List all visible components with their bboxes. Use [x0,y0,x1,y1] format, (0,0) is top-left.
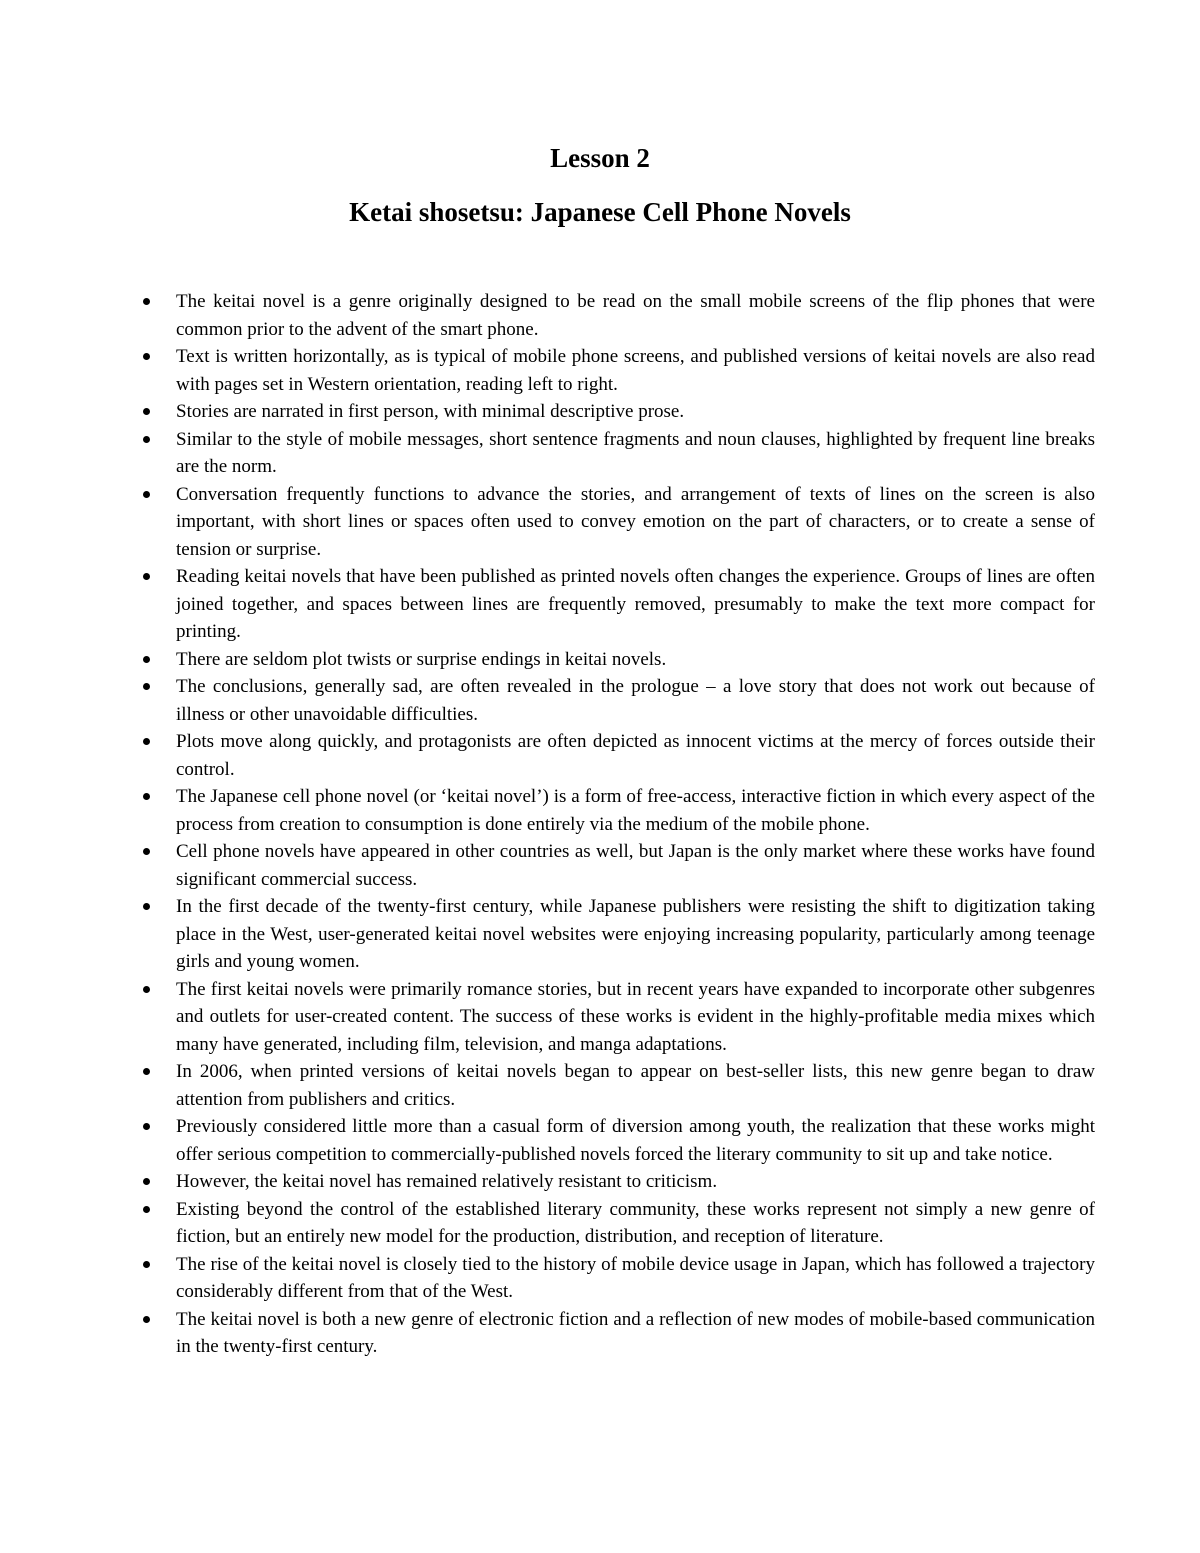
bullet-item [0,893,1095,976]
bullet-list [0,288,1200,1361]
bullet-icon [143,436,150,443]
bullet-item [0,426,1095,481]
bullet-item [0,673,1095,728]
bullet-icon [143,408,150,415]
bullet-text: Conversation frequently functions to advance the stories, and arrangement of texts of lines on the screen is also important, with short lines or spaces often used to convey emotion on the part of characters, or to create a sense of tension or surprise. [176,483,1095,560]
bullet-item [0,398,1095,426]
bullet-text: Existing beyond the control of the established literary community, these works represent not simply a new genre of fiction, but an entirely new model for the production, distribution, and reception of literature. [176,1198,1095,1247]
bullet-icon [143,353,150,360]
bullet-item [0,838,1095,893]
bullet-item [0,1196,1095,1251]
bullet-icon [143,656,150,663]
bullet-item [0,1251,1095,1306]
bullet-text: Text is written horizontally, as is typical of mobile phone screens, and published versions of keitai novels are also read with pages set in Western orientation, reading left to right. [176,346,1095,395]
bullet-text: The rise of the keitai novel is closely tied to the history of mobile device usage in Japan, which has followed a trajectory considerably different from that of the West. [176,1253,1095,1302]
bullet-item [0,976,1095,1059]
bullet-text: The conclusions, generally sad, are often revealed in the prologue – a love story that does not work out because of illness or other unavoidable difficulties. [176,676,1095,725]
bullet-text: In the first decade of the twenty-first century, while Japanese publishers were resisting the shift to digitization taking place in the West, user-generated keitai novel websites were enjoying increasing popularity, particularly among teenage girls and young women. [176,896,1095,972]
bullet-text: In 2006, when printed versions of keitai novels began to appear on best-seller lists, this new genre began to draw attention from publishers and critics. [176,1061,1095,1110]
bullet-item [0,1113,1095,1168]
bullet-item [0,783,1095,838]
bullet-text: Similar to the style of mobile messages, short sentence fragments and noun clauses, highlighted by frequent line breaks are the norm. [176,428,1095,477]
bullet-icon [143,491,150,498]
bullet-item [0,343,1095,398]
bullet-text: Plots move along quickly, and protagonists are often depicted as innocent victims at the mercy of forces outside their control. [176,731,1095,780]
bullet-icon [143,1316,150,1323]
bullet-item [0,728,1095,783]
bullet-text: The first keitai novels were primarily romance stories, but in recent years have expanded to incorporate other subgenres and outlets for user-created content. The success of these works is evident in the highly-profitable media mixes which many have generated, including film, television, and manga adaptations. [176,978,1095,1055]
bullet-text: The Japanese cell phone novel (or ‘keitai novel’) is a form of free-access, interactive fiction in which every aspect of the process from creation to consumption is done entirely via the medium of the mobile phone. [176,786,1095,835]
bullet-text: Previously considered little more than a casual form of diversion among youth, the realization that these works might offer serious competition to commercially-published novels forced the literary community to sit up and take notice. [176,1116,1095,1165]
bullet-text: Stories are narrated in first person, with minimal descriptive prose. [176,401,685,422]
bullet-text: However, the keitai novel has remained relatively resistant to criticism. [176,1171,718,1192]
bullet-icon [143,1178,150,1185]
bullet-text: The keitai novel is a genre originally designed to be read on the small mobile screens of the flip phones that were common prior to the advent of the smart phone. [176,291,1095,340]
bullet-text: There are seldom plot twists or surprise endings in keitai novels. [176,648,667,670]
lesson-title: Ketai shosetsu: Japanese Cell Phone Novels [349,197,851,227]
bullet-icon [143,903,150,910]
bullet-icon [143,1261,150,1268]
bullet-icon [143,848,150,855]
bullet-icon [143,683,150,690]
bullet-icon [143,298,150,305]
bullet-icon [143,793,150,800]
bullet-icon [143,1068,150,1075]
bullet-item [0,563,1095,646]
bullet-text: Reading keitai novels that have been published as printed novels often changes the experience. Groups of lines are often joined together, and spaces between lines are frequently removed, presumably to make the text more compact for printing. [176,566,1095,642]
bullet-text: The keitai novel is both a new genre of electronic fiction and a reflection of new modes of mobile-based communication in the twenty-first century. [176,1308,1095,1357]
bullet-item [0,481,1095,564]
bullet-item [0,288,1095,343]
lesson-heading: Lesson 2 [550,143,650,173]
bullet-icon [143,986,150,993]
bullet-icon [143,738,150,745]
bullet-item [0,1168,1095,1196]
bullet-item [0,646,1095,674]
bullet-item [0,1058,1095,1113]
bullet-icon [143,573,150,580]
bullet-text: Cell phone novels have appeared in other countries as well, but Japan is the only market where these works have found significant commercial success. [176,841,1095,890]
bullet-icon [143,1206,150,1213]
bullet-item [0,1306,1095,1361]
bullet-icon [143,1123,150,1130]
